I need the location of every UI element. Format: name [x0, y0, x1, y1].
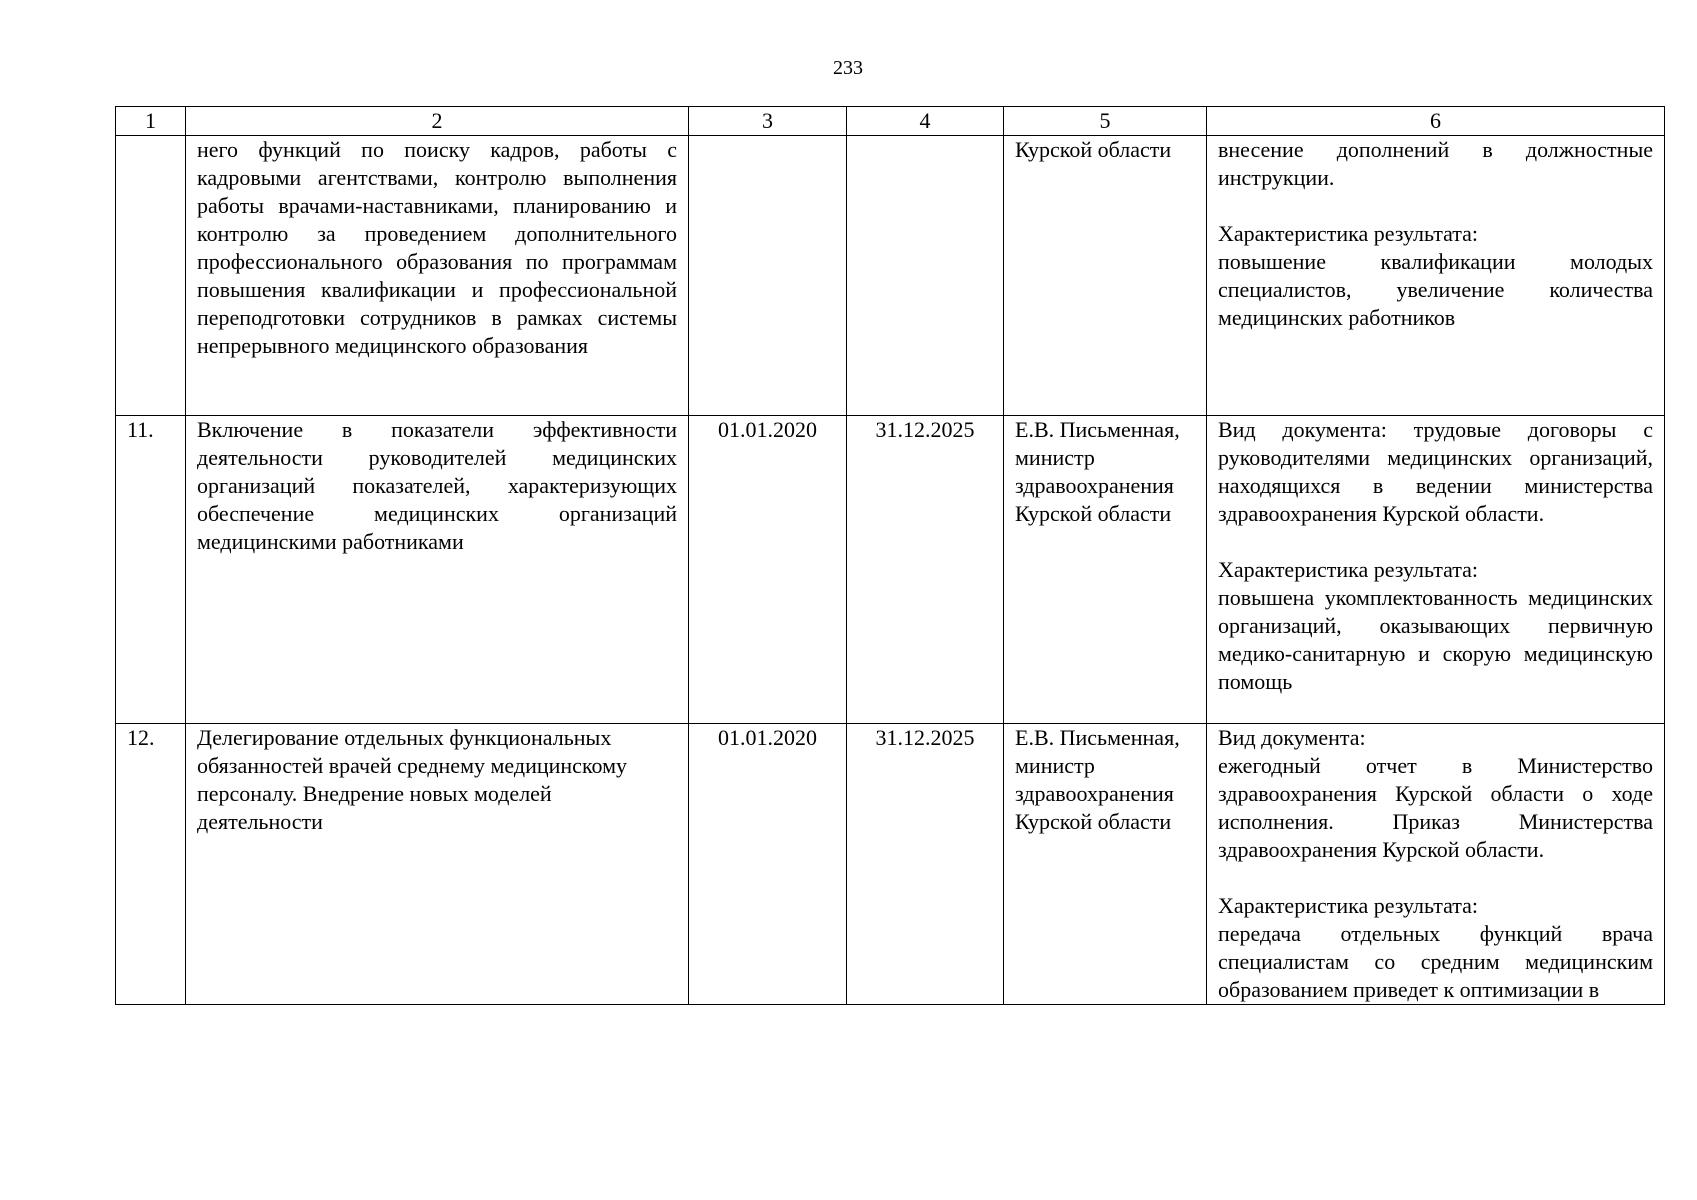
column-header-3: 3	[689, 107, 847, 136]
result-document: ежегодный отчет в Министерство здравоохранения Курской области о ходе исполнения. Приказ Министерства здравоохранения Курской области.	[1218, 753, 1653, 862]
table-body	[116, 136, 1665, 1005]
measure-description: Делегирование отдельных функциональных обязанностей врачей среднему медицинскому персоналу. Внедрение новых моделей деятельности	[186, 724, 689, 1005]
result-characteristic-label: Характеристика результата:	[1218, 557, 1479, 582]
result-cell	[1207, 416, 1665, 724]
table-header	[116, 107, 1665, 136]
paragraph-gap	[1218, 528, 1653, 556]
row-number: 12.	[116, 724, 186, 1005]
measure-description: него функций по поиску кадров, работы с кадровыми агентствами, контролю выполнения работы врачами-наставниками, планированию и контролю за проведением дополнительного профессионального образования по программам повышения квалификации и профессиональной переподготовки сотрудников в рамках системы непрерывного медицинского образования	[186, 136, 689, 416]
end-date: 31.12.2025	[847, 416, 1004, 724]
result-characteristic: повышение квалификации молодых специалистов, увеличение количества медицинских работников	[1218, 249, 1653, 330]
table-row	[116, 724, 1665, 1005]
responsible-person: Е.В. Письменная, министр здравоохранения Курской области	[1004, 416, 1207, 724]
column-header-5: 5	[1004, 107, 1207, 136]
start-date	[689, 136, 847, 416]
header-row	[116, 107, 1665, 136]
paragraph-gap	[1218, 864, 1653, 892]
result-document-label: Вид документа:	[1218, 725, 1366, 750]
result-cell	[1207, 136, 1665, 416]
result-cell	[1207, 724, 1665, 1005]
end-date	[847, 136, 1004, 416]
paragraph-gap	[1218, 192, 1653, 220]
result-characteristic-label: Характеристика результата:	[1218, 893, 1479, 918]
start-date: 01.01.2020	[689, 416, 847, 724]
table-row	[116, 416, 1665, 724]
result-characteristic: передача отдельных функций врача специалистам со средним медицинским образованием приведет к оптимизации в	[1218, 921, 1653, 1002]
column-header-2: 2	[186, 107, 689, 136]
column-header-1: 1	[116, 107, 186, 136]
table-row	[116, 136, 1665, 416]
page-number: 233	[833, 57, 863, 79]
measures-table	[115, 106, 1665, 1005]
start-date: 01.01.2020	[689, 724, 847, 1005]
result-characteristic-label: Характеристика результата:	[1218, 221, 1479, 246]
row-number	[116, 136, 186, 416]
measure-description: Включение в показатели эффективности деятельности руководителей медицинских организаций показателей, характеризующих обеспечение медицинских организаций медицинскими работниками	[186, 416, 689, 724]
column-header-4: 4	[847, 107, 1004, 136]
result-characteristic: повышена укомплектованность медицинских организаций, оказывающих первичную медико-санитарную и скорую медицинскую помощь	[1218, 585, 1653, 694]
result-document: внесение дополнений в должностные инструкции.	[1218, 137, 1653, 190]
end-date: 31.12.2025	[847, 724, 1004, 1005]
responsible-person: Курской области	[1004, 136, 1207, 416]
column-header-6: 6	[1207, 107, 1665, 136]
row-number: 11.	[116, 416, 186, 724]
result-document: Вид документа: трудовые договоры с руководителями медицинских организаций, находящихся в ведении министерства здравоохранения Курской области.	[1218, 417, 1653, 526]
responsible-person: Е.В. Письменная, министр здравоохранения Курской области	[1004, 724, 1207, 1005]
